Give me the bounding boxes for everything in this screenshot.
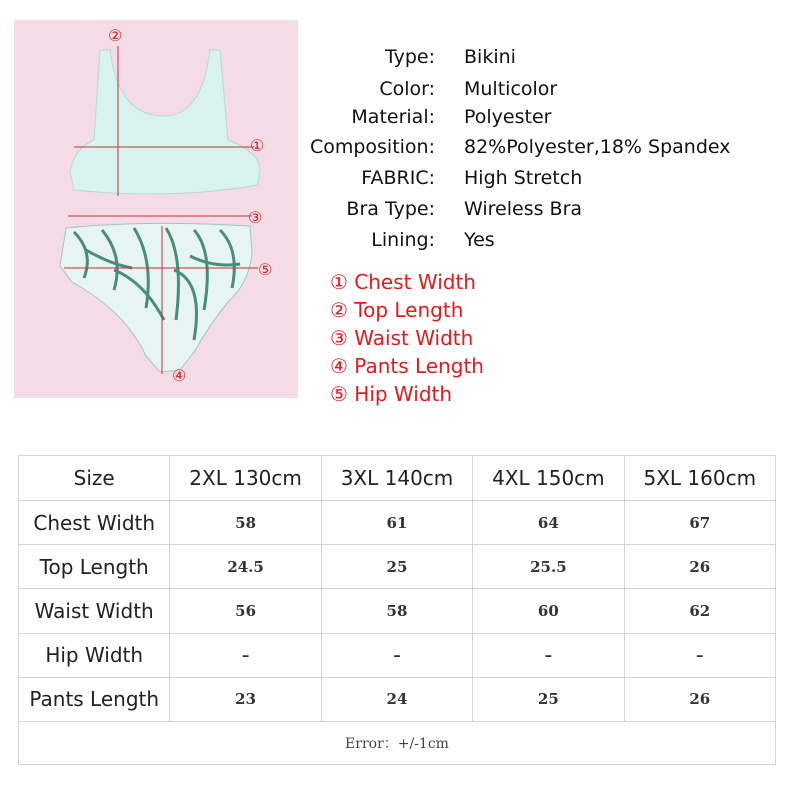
spec-key: Bra Type:	[346, 198, 435, 220]
table-cell: 58	[170, 501, 321, 545]
table-cell: 25	[473, 677, 624, 721]
spec-value: Wireless Bra	[464, 198, 583, 220]
spec-key: Type:	[384, 46, 435, 68]
table-row	[19, 545, 776, 589]
spec-value: 82%Polyester,18% Spandex	[464, 136, 731, 158]
row-label: Pants Length	[19, 677, 170, 721]
spec-value: Multicolor	[464, 78, 558, 100]
header-cell: 3XL 140cm	[321, 456, 472, 501]
spec-key: FABRIC:	[361, 167, 435, 189]
table-cell: –	[170, 633, 321, 677]
row-label: Top Length	[19, 545, 170, 589]
spec-key: Color:	[379, 78, 435, 100]
spec-key: Lining:	[371, 229, 435, 251]
measurement-legend	[330, 270, 484, 410]
table-cell: 62	[624, 589, 775, 633]
legend-top-length: ② Top Length	[330, 298, 464, 322]
spec-value: Polyester	[464, 106, 552, 128]
table-cell: 24	[321, 677, 472, 721]
legend-pants-length: ④ Pants Length	[330, 354, 484, 378]
table-cell: 24.5	[170, 545, 321, 589]
legend-waist-width: ③ Waist Width	[330, 326, 474, 350]
table-cell: 67	[624, 501, 775, 545]
spec-row-material	[300, 106, 780, 134]
table-cell: 58	[321, 589, 472, 633]
bikini-bottom	[60, 223, 252, 372]
header-cell: 5XL 160cm	[624, 456, 775, 501]
marker-4: ④	[172, 366, 187, 385]
legend-hip-width: ⑤ Hip Width	[330, 382, 453, 406]
table-cell: 56	[170, 589, 321, 633]
table-row	[19, 677, 776, 721]
row-label: Hip Width	[19, 633, 170, 677]
header-cell: 4XL 150cm	[473, 456, 624, 501]
size-chart-table	[18, 455, 776, 765]
table-cell: 61	[321, 501, 472, 545]
spec-key: Composition:	[309, 136, 435, 158]
error-note: Error：+/-1cm	[19, 721, 776, 764]
table-cell: –	[321, 633, 472, 677]
header-cell: Size	[19, 456, 170, 501]
marker-1: ①	[250, 136, 265, 155]
row-label: Chest Width	[19, 501, 170, 545]
table-cell: 25	[321, 545, 472, 589]
table-header-row	[19, 456, 776, 501]
spec-value: Yes	[464, 229, 495, 251]
table-footer-row	[19, 721, 776, 764]
spec-value: Bikini	[464, 46, 516, 68]
spec-key: Material:	[351, 106, 435, 128]
spec-row-composition	[300, 136, 780, 164]
table-cell: 26	[624, 677, 775, 721]
marker-5: ⑤	[258, 260, 273, 279]
spec-row-lining	[300, 229, 780, 257]
spec-row-bra-type	[300, 198, 780, 226]
marker-3: ③	[248, 208, 263, 227]
table-cell: –	[473, 633, 624, 677]
spec-row-type	[300, 46, 780, 74]
row-label: Waist Width	[19, 589, 170, 633]
table-cell: 23	[170, 677, 321, 721]
marker-2: ②	[108, 26, 123, 45]
bikini-top	[70, 50, 260, 194]
table-cell: 26	[624, 545, 775, 589]
header-cell: 2XL 130cm	[170, 456, 321, 501]
product-image	[14, 20, 298, 398]
table-row	[19, 501, 776, 545]
table-cell: 60	[473, 589, 624, 633]
table-cell: 25.5	[473, 545, 624, 589]
spec-row-fabric	[300, 167, 780, 195]
table-row	[19, 633, 776, 677]
table-row	[19, 589, 776, 633]
spec-value: High Stretch	[464, 167, 583, 189]
spec-row-color	[300, 78, 780, 106]
table-cell: –	[624, 633, 775, 677]
legend-chest-width: ① Chest Width	[330, 270, 476, 294]
table-cell: 64	[473, 501, 624, 545]
